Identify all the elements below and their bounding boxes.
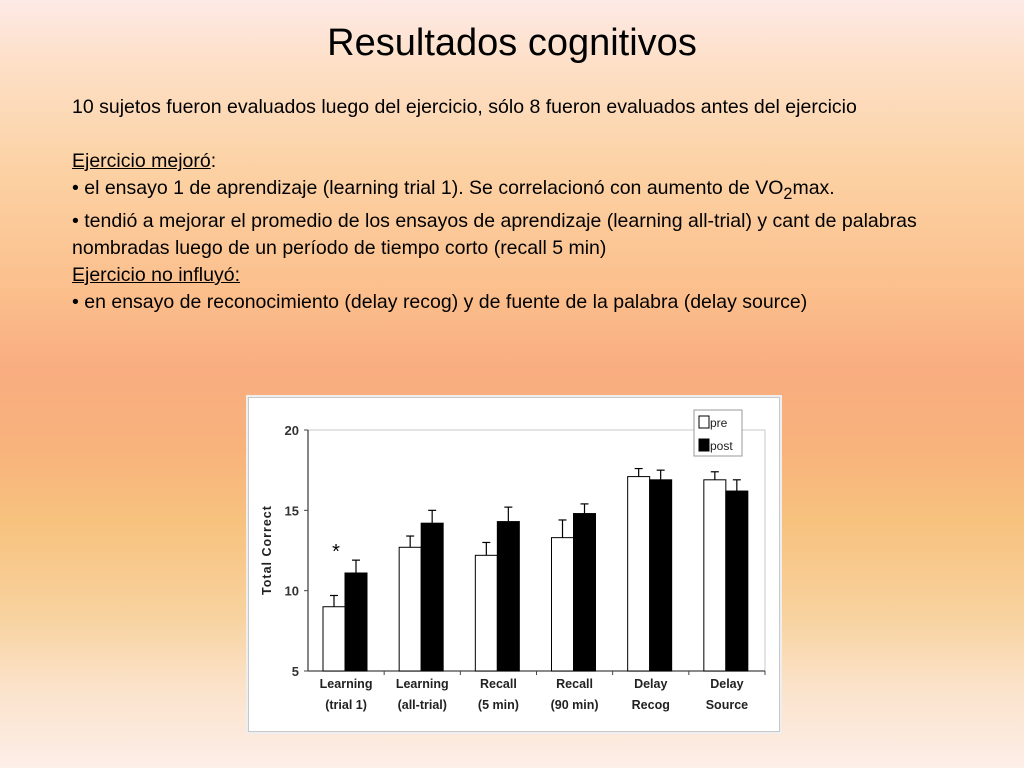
vo2-subscript: 2 bbox=[783, 184, 793, 203]
bar-chart-svg bbox=[249, 398, 779, 731]
x-tick-sublabel: (trial 1) bbox=[325, 698, 367, 712]
bar-post bbox=[421, 523, 443, 671]
legend-swatch-pre bbox=[699, 416, 709, 428]
x-tick-label: Delay bbox=[710, 677, 744, 691]
significance-asterisk: * bbox=[332, 541, 340, 564]
x-tick-label: Recall bbox=[556, 677, 594, 691]
y-axis-label: Total Correct bbox=[260, 505, 274, 595]
intro-text: 10 sujetos fueron evaluados luego del ejercicio, sólo 8 fueron evaluados antes del ejercicio bbox=[72, 96, 857, 118]
y-ticks bbox=[285, 423, 308, 679]
bar-post bbox=[650, 480, 672, 671]
bar-post bbox=[574, 514, 596, 671]
legend-label-pre: pre bbox=[710, 416, 728, 430]
y-tick-label: 5 bbox=[291, 664, 299, 679]
bullet-learning-trial-text: • el ensayo 1 de aprendizaje (learning trial 1). Se correlacionó con aumento de VO bbox=[72, 177, 784, 199]
improved-heading-line bbox=[72, 148, 952, 175]
bar-pre bbox=[552, 538, 574, 671]
improved-heading-colon: : bbox=[210, 150, 217, 172]
bar-pre bbox=[475, 555, 497, 671]
y-tick-label: 20 bbox=[284, 423, 299, 438]
x-tick-label: Learning bbox=[319, 677, 373, 691]
bullet-learning-trial bbox=[72, 175, 952, 208]
bullet-learning-all-trial: • tendió a mejorar el promedio de los ensayos de aprendizaje (learning all-trial) y cant de palabras nombradas luego de un período de tiempo corto (recall 5 min) bbox=[72, 209, 917, 259]
no-effect-heading: Ejercicio no influyó: bbox=[72, 263, 240, 286]
plot-area bbox=[308, 430, 765, 671]
bar-post bbox=[726, 491, 748, 671]
legend-swatch-post bbox=[699, 439, 709, 451]
bullet-learning-trial-suffix: max. bbox=[792, 177, 835, 199]
bar-chart bbox=[248, 397, 780, 732]
legend bbox=[694, 410, 742, 456]
y-tick-label: 15 bbox=[284, 503, 299, 519]
x-tick-sublabel: (5 min) bbox=[477, 698, 519, 712]
bar-post bbox=[497, 522, 519, 671]
bar-pre bbox=[323, 607, 345, 671]
bar-pre bbox=[628, 477, 650, 671]
bullet-delay: • en ensayo de reconocimiento (delay recog) y de fuente de la palabra (delay source) bbox=[72, 290, 808, 313]
x-tick-sublabel: (90 min) bbox=[550, 698, 599, 712]
x-tick-label: Recall bbox=[479, 677, 517, 691]
bar-pre bbox=[399, 547, 421, 671]
legend-label-post: post bbox=[710, 439, 733, 453]
y-tick-label: 10 bbox=[284, 583, 299, 599]
bar-post bbox=[345, 573, 367, 671]
bar-pre bbox=[704, 480, 726, 671]
x-tick-sublabel: (all-trial) bbox=[397, 698, 447, 712]
bars bbox=[323, 469, 748, 671]
x-tick-label: Delay bbox=[634, 677, 668, 691]
slide-title: Resultados cognitivos bbox=[327, 22, 697, 64]
x-tick-labels bbox=[320, 671, 765, 712]
x-tick-sublabel: Source bbox=[705, 698, 749, 712]
x-tick-label: Learning bbox=[395, 677, 449, 691]
improved-heading: Ejercicio mejoró bbox=[72, 150, 211, 172]
slide-body bbox=[72, 94, 952, 316]
x-tick-sublabel: Recog bbox=[631, 698, 670, 712]
